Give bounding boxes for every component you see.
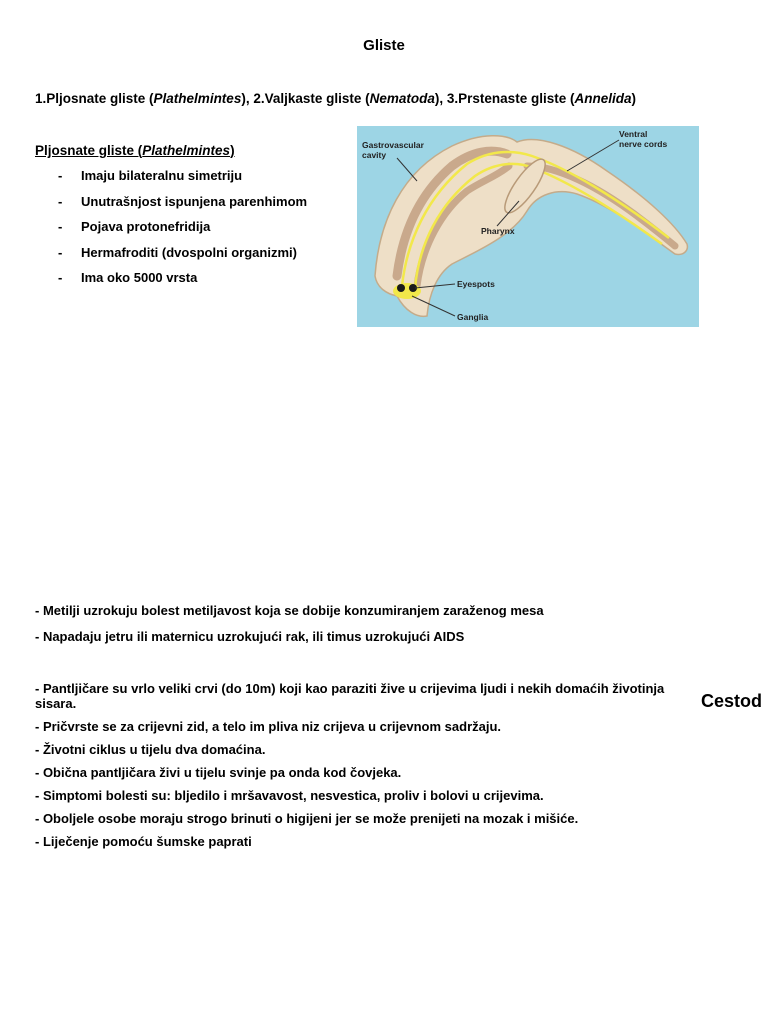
tapeworm-note-line: - Pantljičare su vrlo veliki crvi (do 10m) koji kao paraziti žive u crijevima ljudi i nekih domaćih životinja sisara.	[35, 681, 665, 711]
label-ventral: Ventral	[619, 129, 648, 139]
list-item-text: Pojava protonefridija	[81, 219, 211, 234]
traits-list	[58, 168, 307, 296]
label-eyespots: Eyespots	[457, 279, 495, 289]
dash-bullet: -	[58, 193, 63, 209]
type-1-latin: Plathelmintes	[153, 91, 242, 106]
section-heading	[35, 143, 235, 158]
eyespot-left	[397, 284, 405, 292]
pointer-gastro	[397, 158, 417, 181]
label-pharynx: Pharynx	[481, 226, 515, 236]
label-ganglia: Ganglia	[457, 312, 489, 322]
tapeworm-note-line: - Životni ciklus u tijelu dva domaćina.	[35, 742, 266, 757]
cestod-heading: Cestod	[701, 691, 763, 711]
dash-bullet: -	[58, 244, 63, 260]
list-item	[58, 219, 307, 245]
type-3-text: ), 3.Prstenaste gliste (	[434, 91, 575, 106]
tapeworm-notes	[35, 681, 715, 857]
dash-bullet: -	[58, 270, 63, 285]
list-item	[58, 168, 307, 194]
section-heading-end: )	[230, 143, 235, 158]
tapeworm-note-line: - Pričvrste se za crijevni zid, a telo im pliva niz crijeva u crijevnom sadržaju.	[35, 719, 502, 734]
section-heading-text: Pljosnate gliste (	[35, 143, 143, 158]
tapeworm-note-line: - Liječenje pomoću šumske paprati	[35, 834, 252, 849]
type-1-text: 1.Pljosnate gliste (	[35, 91, 154, 106]
list-item-text: Hermafroditi (dvospolni organizmi)	[81, 244, 297, 260]
label-nerve-cords: nerve cords	[619, 139, 668, 149]
list-item-text: Ima oko 5000 vrsta	[81, 270, 198, 285]
flukes-notes	[35, 603, 544, 655]
flatworm-anatomy-figure	[357, 126, 699, 327]
fluke-note-line: - Napadaju jetru ili maternicu uzrokujući rak, ili timus uzrokujući AIDS	[35, 629, 465, 644]
tapeworm-note-line: - Obična pantljičara živi u tijelu svinje pa onda kod čovjeka.	[35, 765, 402, 780]
type-2-text: ), 2.Valjkaste gliste (	[241, 91, 370, 106]
list-item-text: Unutrašnjost ispunjena parenhimom	[81, 193, 308, 209]
ganglia-shape	[393, 283, 421, 299]
label-gastrovascular: Gastrovascular	[362, 140, 424, 150]
list-item	[58, 194, 307, 220]
tapeworm-note-line: - Oboljele osobe moraju strogo brinuti o higijeni jer se može prenijeti na mozak i mišiće.	[35, 811, 579, 826]
worm-types-line	[35, 91, 636, 106]
flatworm-illustration	[357, 126, 699, 327]
list-item-text: Imaju bilateralnu simetriju	[81, 168, 243, 183]
type-2-latin: Nematoda	[369, 91, 435, 106]
page-title: Gliste	[363, 37, 405, 54]
type-end-text: )	[631, 91, 636, 106]
tapeworm-note-line: - Simptomi bolesti su: bljedilo i mršavavost, nesvestica, proliv i bolovi u crijevima.	[35, 788, 544, 803]
fluke-note-line: - Metilji uzrokuju bolest metiljavost koja se dobije konzumiranjem zaraženog mesa	[35, 603, 544, 618]
list-item	[58, 245, 307, 271]
dash-bullet: -	[58, 219, 63, 234]
dash-bullet: -	[58, 168, 63, 183]
type-3-latin: Annelida	[574, 91, 632, 106]
label-cavity: cavity	[362, 150, 387, 160]
section-heading-latin: Plathelmintes	[142, 143, 231, 158]
list-item	[58, 270, 307, 296]
